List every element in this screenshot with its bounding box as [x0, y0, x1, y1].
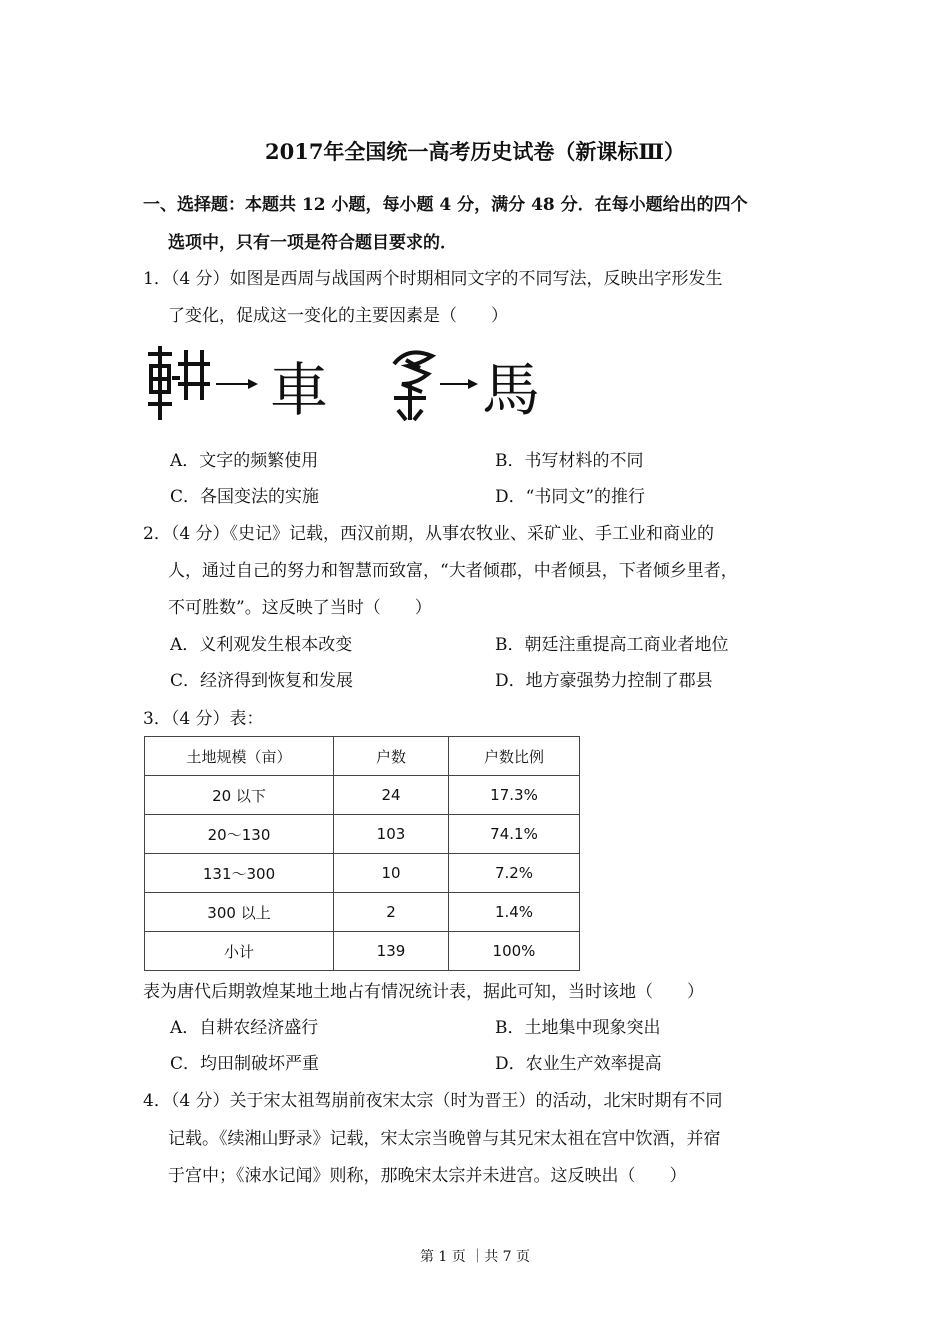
- q2-option-b[interactable]: B．朝廷注重提高工商业者地位: [495, 635, 729, 655]
- q2-stem-line2: 人，通过自己的努力和智慧而致富，“大者倾郡，中者倾县，下者倾乡里者，: [168, 561, 738, 581]
- table-cell: 1.4%: [449, 893, 580, 932]
- ancient-che-glyph: [148, 346, 210, 420]
- table-header-row: [145, 737, 580, 776]
- q3-option-a[interactable]: A．自耕农经济盛行: [170, 1018, 319, 1038]
- table-header-cell: 户数: [334, 737, 449, 776]
- table-cell: 小计: [145, 932, 334, 971]
- q2-stem-line1: 2．（4 分）《史记》记载，西汉前期，从事农牧业、采矿业、手工业和商业的: [143, 524, 715, 544]
- q1-option-a[interactable]: A．文字的频繁使用: [170, 451, 319, 471]
- q1-option-c[interactable]: C．各国变法的实施: [170, 487, 320, 507]
- table-cell: 7.2%: [449, 854, 580, 893]
- table-cell: 300 以上: [145, 893, 334, 932]
- q2-option-d[interactable]: D．地方豪强势力控制了郡县: [495, 671, 713, 691]
- q4-stem-line3: 于宫中；《涑水记闻》则称，那晚宋太宗并未进宫。这反映出（ ）: [168, 1166, 687, 1186]
- q3-after-table: 表为唐代后期敦煌某地土地占有情况统计表，据此可知，当时该地（ ）: [143, 982, 704, 1002]
- q1-figure-char-1: 車: [270, 356, 329, 424]
- table-cell: 2: [334, 893, 449, 932]
- table-cell: 20 以下: [145, 776, 334, 815]
- table-row: [145, 932, 580, 971]
- q1-stem-line1: 1．（4 分）如图是西周与战国两个时期相同文字的不同写法，反映出字形发生: [143, 269, 723, 289]
- table-cell: 131～300: [145, 854, 334, 893]
- q2-option-c[interactable]: C．经济得到恢复和发展: [170, 671, 354, 691]
- table-header-cell: 户数比例: [449, 737, 580, 776]
- q1-figure: [146, 340, 541, 428]
- table-cell: 100%: [449, 932, 580, 971]
- table-header-cell: 土地规模（亩）: [145, 737, 334, 776]
- table-cell: 20～130: [145, 815, 334, 854]
- q1-figure-char-2: 馬: [482, 356, 541, 424]
- section-heading-line2: 选项中，只有一项是符合题目要求的．: [168, 233, 457, 253]
- q3-option-b[interactable]: B．土地集中现象突出: [495, 1018, 661, 1038]
- q1-option-b[interactable]: B．书写材料的不同: [495, 451, 644, 471]
- q3-stem: 3．（4 分）表：: [143, 709, 264, 729]
- table-row: [145, 815, 580, 854]
- table-cell: 17.3%: [449, 776, 580, 815]
- land-table: [144, 736, 580, 971]
- table-cell: 103: [334, 815, 449, 854]
- page-footer: 第 1 页 ｜共 7 页: [419, 1249, 531, 1265]
- q1-option-d[interactable]: D．“书同文”的推行: [495, 487, 646, 507]
- table-row: [145, 854, 580, 893]
- page-title: 2017年全国统一高考历史试卷（新课标Ⅲ）: [264, 139, 686, 164]
- q1-stem-line2: 了变化，促成这一变化的主要因素是（ ）: [168, 306, 508, 326]
- table-cell: 139: [334, 932, 449, 971]
- q2-option-a[interactable]: A．义利观发生根本改变: [170, 635, 353, 655]
- q2-stem-line3: 不可胜数”。这反映了当时（ ）: [168, 598, 432, 618]
- ancient-ma-glyph: [394, 352, 432, 420]
- q3-option-c[interactable]: C．均田制破坏严重: [170, 1054, 320, 1074]
- q3-option-d[interactable]: D．农业生产效率提高: [495, 1054, 662, 1074]
- table-row: [145, 776, 580, 815]
- section-heading-line1: 一、选择题：本题共 12 小题，每小题 4 分，满分 48 分．在每小题给出的四个: [143, 195, 748, 215]
- table-cell: 10: [334, 854, 449, 893]
- q4-stem-line1: 4．（4 分）关于宋太祖驾崩前夜宋太宗（时为晋王）的活动，北宋时期有不同: [143, 1091, 723, 1111]
- table-row: [145, 893, 580, 932]
- table-cell: 74.1%: [449, 815, 580, 854]
- table-cell: 24: [334, 776, 449, 815]
- q4-stem-line2: 记载。《续湘山野录》记载，宋太宗当晚曾与其兄宋太祖在宫中饮酒，并宿: [168, 1129, 721, 1149]
